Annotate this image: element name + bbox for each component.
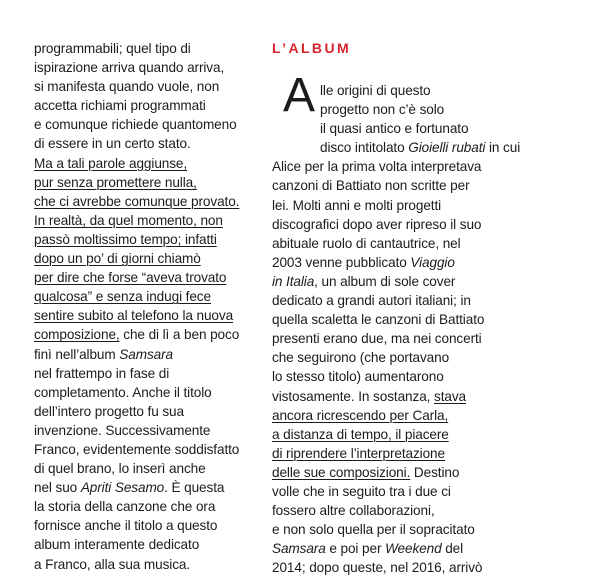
text-line — [272, 444, 582, 463]
text-segment: invenzione. Successivamente — [34, 422, 211, 438]
text-segment: passò moltissimo tempo; infatti — [34, 231, 217, 247]
text-line — [34, 478, 274, 497]
text-line — [34, 192, 274, 211]
text-segment: Samsara — [119, 346, 173, 362]
text-segment: dell’intero progetto fu sua — [34, 403, 184, 419]
text-segment: Franco, evidentemente soddisfatto — [34, 441, 240, 457]
text-segment: a Franco, alla sua musica. — [34, 556, 191, 572]
text-segment: che seguirono (che portavano — [272, 350, 450, 366]
text-segment: vistosamente. In sostanza, — [272, 388, 435, 404]
text-segment: dedicato a grandi autori italiani; in — [272, 293, 471, 309]
text-segment: Viaggio — [410, 254, 455, 270]
text-segment: completamento. Anche il titolo — [34, 384, 212, 400]
text-segment: In realtà, da quel momento, non — [34, 212, 223, 228]
text-line — [272, 482, 582, 501]
text-segment: ispirazione arriva quando arriva, — [34, 60, 225, 76]
text-segment: e poi per — [325, 541, 386, 557]
text-segment: e comunque richiede quantomeno — [34, 117, 237, 133]
text-line — [34, 555, 274, 574]
text-segment: qualcosa” e senza indugi fece — [34, 289, 211, 305]
text-segment: 2003 venne pubblicato — [272, 254, 411, 270]
text-line — [320, 119, 580, 138]
text-segment: Apriti Sesamo — [80, 480, 165, 496]
text-segment: per dire che forse “aveva trovato — [34, 270, 227, 286]
text-line — [34, 211, 274, 230]
section-title: L’ALBUM — [272, 40, 352, 56]
text-line — [272, 520, 582, 539]
text-segment: disco intitolato — [320, 140, 409, 156]
text-segment: 2014; dopo queste, nel 2016, arrivò — [272, 560, 483, 576]
text-segment: lei. Molti anni e molti progetti — [272, 197, 442, 213]
text-line — [34, 535, 274, 554]
text-segment: nel frattempo in fase di — [34, 365, 170, 381]
left-text-column — [34, 39, 274, 574]
text-line — [34, 306, 274, 325]
text-segment: nel suo — [34, 480, 81, 496]
text-segment: abituale ruolo di cantautrice, nel — [272, 235, 461, 251]
text-line — [34, 383, 274, 402]
text-segment: di riprendere l’interpretazione — [272, 445, 445, 461]
text-segment: Gioielli rubati — [408, 140, 486, 156]
text-line — [34, 77, 274, 96]
text-segment: volle che in seguito tra i due ci — [272, 483, 451, 499]
text-segment: in cui — [485, 140, 521, 156]
text-line — [34, 58, 274, 77]
text-line — [272, 367, 582, 386]
text-segment: pur senza promettere nulla, — [34, 174, 197, 190]
text-segment: si manifesta quando vuole, non — [34, 79, 220, 95]
text-line — [34, 497, 274, 516]
text-segment: il quasi antico e fortunato — [320, 121, 469, 137]
text-line — [272, 196, 582, 215]
text-segment: lo stesso titolo) aumentarono — [272, 369, 444, 385]
text-line — [272, 310, 582, 329]
text-line — [34, 325, 274, 344]
text-line — [34, 173, 274, 192]
text-segment: finì nell’album — [34, 346, 120, 362]
text-segment: ancora ricrescendo per Carla, — [272, 407, 449, 423]
text-line — [34, 96, 274, 115]
drop-cap: A — [283, 69, 316, 122]
text-line — [272, 463, 582, 482]
right-text-intro — [320, 81, 580, 157]
text-segment: Alice per la prima volta interpretava — [272, 159, 482, 175]
text-segment: dopo un po’ di giorni chiamò — [34, 251, 201, 267]
text-segment: progetto non c’è solo — [320, 102, 445, 118]
text-segment: in Italia — [272, 273, 315, 289]
text-segment: che di lì a ben poco — [119, 327, 240, 343]
text-segment: che ci avrebbe comunque provato. — [34, 193, 240, 209]
text-line — [34, 345, 274, 364]
text-line — [34, 364, 274, 383]
text-segment: presenti erano due, ma nei concerti — [272, 331, 482, 347]
text-segment: fornisce anche il titolo a questo — [34, 518, 218, 534]
text-segment: del — [441, 541, 464, 557]
text-line — [272, 176, 582, 195]
text-segment: canzoni di Battiato non scritte per — [272, 178, 470, 194]
text-segment: Samsara — [272, 541, 326, 557]
text-segment: Weekend — [385, 541, 442, 557]
text-segment: sentire subito al telefono la nuova — [34, 308, 234, 324]
text-line — [34, 249, 274, 268]
text-segment: Destino — [410, 464, 460, 480]
text-line — [34, 516, 274, 535]
text-line — [34, 268, 274, 287]
text-segment: , un album di sole cover — [314, 273, 456, 289]
text-line — [34, 459, 274, 478]
text-segment: programmabili; quel tipo di — [34, 41, 191, 56]
text-line — [34, 154, 274, 173]
text-line — [34, 402, 274, 421]
text-segment: . È questa — [164, 480, 225, 496]
text-segment: a distanza di tempo, il piacere — [272, 426, 449, 442]
text-line — [34, 39, 274, 58]
text-segment: di essere in un certo stato. — [34, 136, 191, 152]
text-line — [320, 100, 580, 119]
text-line — [272, 215, 582, 234]
text-segment: accetta richiami programmati — [34, 98, 206, 114]
text-line — [320, 81, 580, 100]
right-text-column — [272, 157, 582, 577]
text-segment: stava — [434, 388, 467, 404]
text-segment: Ma a tali parole aggiunse, — [34, 155, 188, 171]
text-segment: e non solo quella per il sopracitato — [272, 522, 475, 538]
text-segment: composizione, — [34, 327, 120, 343]
text-line — [272, 253, 582, 272]
text-line — [34, 230, 274, 249]
text-line — [272, 329, 582, 348]
text-line — [34, 287, 274, 306]
text-segment: quella scaletta le canzoni di Battiato — [272, 312, 485, 328]
text-line — [272, 291, 582, 310]
text-line — [272, 539, 582, 558]
text-segment: di quel brano, lo inserì anche — [34, 461, 206, 477]
text-line — [272, 406, 582, 425]
text-line — [272, 387, 582, 406]
text-line — [34, 421, 274, 440]
text-segment: la storia della canzone che ora — [34, 499, 216, 515]
text-segment: fossero altre collaborazioni, — [272, 503, 435, 519]
text-line — [272, 348, 582, 367]
text-line — [34, 440, 274, 459]
text-line — [272, 157, 582, 176]
text-line — [34, 134, 274, 153]
text-line — [272, 425, 582, 444]
text-line — [272, 234, 582, 253]
text-segment: lle origini di questo — [320, 83, 431, 98]
text-segment: delle sue composizioni. — [272, 464, 411, 480]
text-segment: album interamente dedicato — [34, 537, 200, 553]
text-segment: discografici dopo aver ripreso il suo — [272, 216, 482, 232]
text-line — [272, 272, 582, 291]
text-line — [34, 115, 274, 134]
text-line — [272, 501, 582, 520]
text-line — [320, 138, 580, 157]
text-line — [272, 558, 582, 577]
